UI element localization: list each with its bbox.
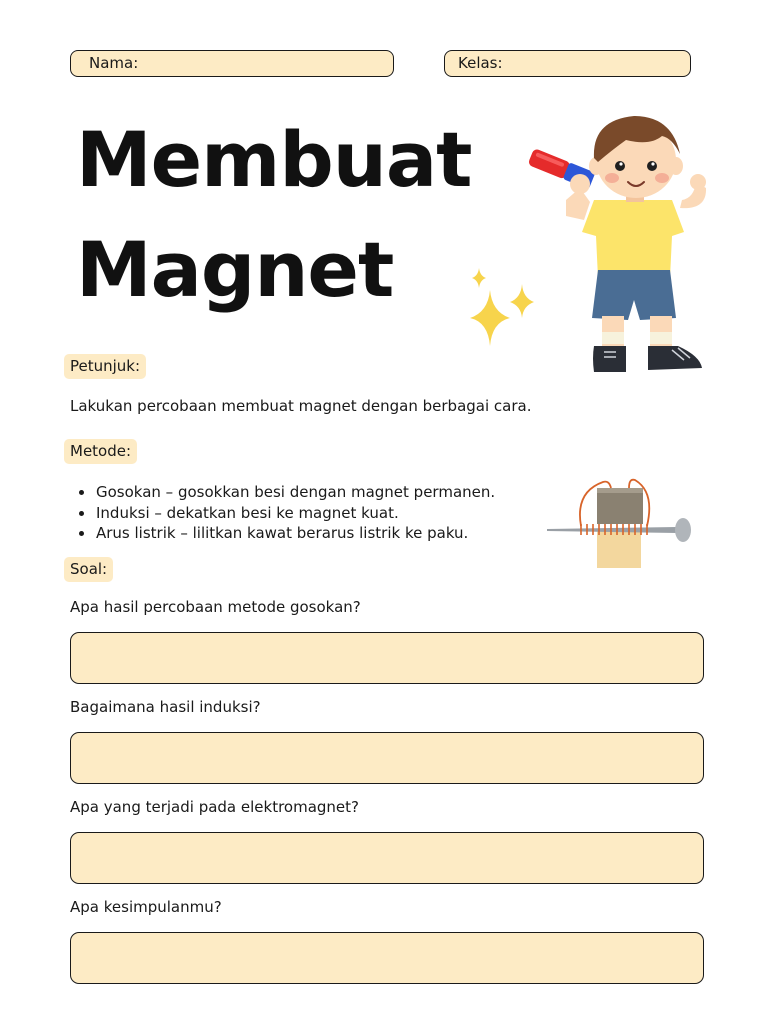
- electromagnet-nail-illustration: [545, 472, 697, 572]
- boy-with-magnet-illustration: [522, 110, 718, 380]
- answer-box-2[interactable]: [70, 732, 704, 784]
- answer-box-3[interactable]: [70, 832, 704, 884]
- class-label: Kelas:: [458, 54, 503, 72]
- question-4: Apa kesimpulanmu?: [70, 898, 222, 916]
- question-1: Apa hasil percobaan metode gosokan?: [70, 598, 361, 616]
- method-item: Gosokan – gosokkan besi dengan magnet permanen.: [78, 482, 495, 503]
- name-field[interactable]: [70, 50, 394, 77]
- question-3: Apa yang terjadi pada elektromagnet?: [70, 798, 360, 816]
- instructions-text: Lakukan percobaan membuat magnet dengan berbagai cara.: [70, 397, 532, 415]
- title-line-2: Magnet: [76, 225, 394, 314]
- name-label: Nama:: [89, 54, 139, 72]
- methods-list: [78, 482, 495, 544]
- questions-label: Soal:: [64, 557, 113, 582]
- class-field[interactable]: [444, 50, 691, 77]
- method-item: Arus listrik – lilitkan kawat berarus listrik ke paku.: [78, 523, 495, 544]
- answer-box-4[interactable]: [70, 932, 704, 984]
- methods-label: Metode:: [64, 439, 137, 464]
- title-line-1: Membuat: [76, 115, 472, 204]
- question-2: Bagaimana hasil induksi?: [70, 698, 261, 716]
- answer-box-1[interactable]: [70, 632, 704, 684]
- instructions-label: Petunjuk:: [64, 354, 146, 379]
- method-item: Induksi – dekatkan besi ke magnet kuat.: [78, 503, 495, 524]
- sparkle-icon: [462, 262, 542, 352]
